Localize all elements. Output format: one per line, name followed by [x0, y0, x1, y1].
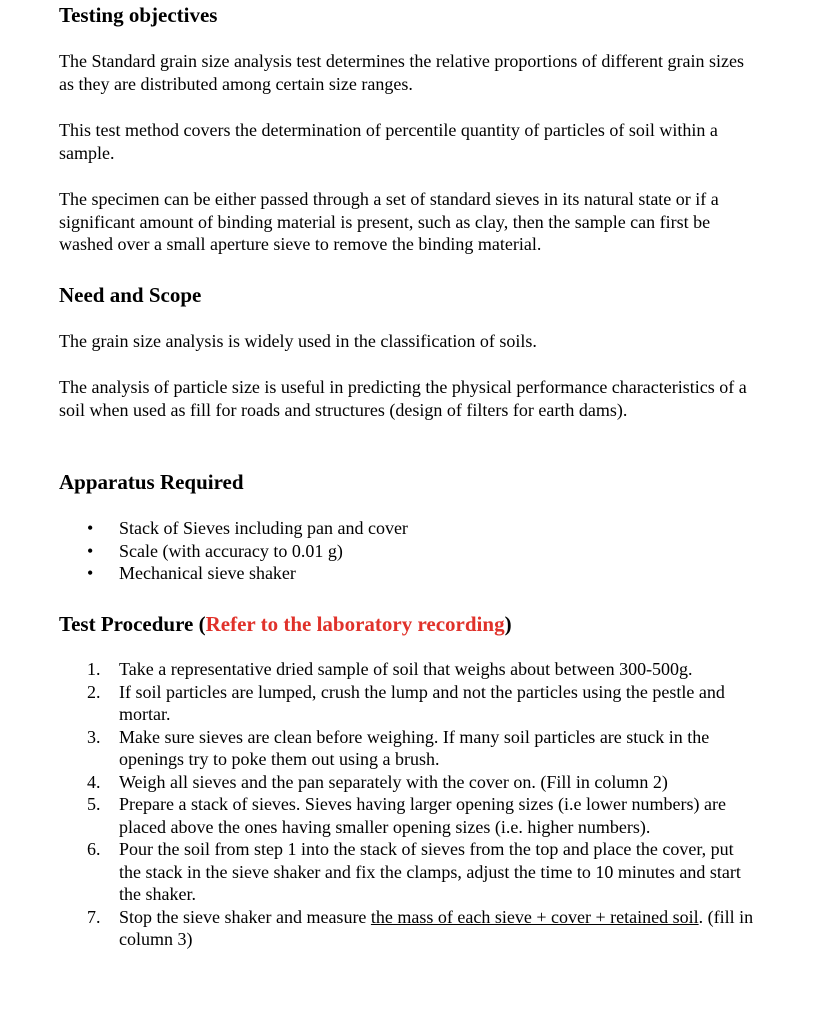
- procedure-steps-list: [86, 658, 756, 951]
- list-item: [86, 771, 756, 794]
- step-text: Weigh all sieves and the pan separately with the cover on. (Fill in column 2): [119, 771, 668, 792]
- step-number: 2.: [87, 681, 101, 702]
- paragraph-objectives-2: This test method covers the determination of percentile quantity of particles of soil within a sample.: [59, 120, 718, 163]
- step-number: 4.: [87, 771, 101, 792]
- heading-test-procedure: [59, 612, 512, 636]
- list-item: [86, 681, 756, 726]
- heading-suffix: ): [504, 612, 512, 636]
- heading-testing-objectives: Testing objectives: [59, 3, 218, 27]
- apparatus-list: [86, 517, 766, 585]
- list-item: [86, 726, 756, 771]
- list-item-text: Scale (with accuracy to 0.01 g): [119, 540, 343, 561]
- heading-prefix: Test Procedure (: [59, 612, 206, 636]
- laboratory-recording-link[interactable]: Refer to the laboratory recording: [205, 612, 505, 636]
- list-item: [86, 562, 766, 585]
- bullet-icon: •: [87, 518, 94, 538]
- step-number: 3.: [87, 726, 101, 747]
- bullet-icon: •: [87, 563, 94, 583]
- step-number: 7.: [87, 906, 101, 927]
- step-text: Pour the soil from step 1 into the stack of sieves from the top and place the cover, put the stack in the sieve shaker and fix the clamps, adjust the time to 10 minutes and start the shaker.: [119, 839, 741, 904]
- step-number: 1.: [87, 659, 101, 679]
- step-text-underlined: the mass of each sieve + cover + retained soil: [370, 906, 699, 927]
- paragraph-scope-2: The analysis of particle size is useful in predicting the physical performance characteristics of a soil when used as fill for roads and structures (design of filters for earth dams).: [59, 377, 747, 420]
- step-text: Make sure sieves are clean before weighing. If many soil particles are stuck in the openings try to poke them out using a brush.: [119, 726, 710, 769]
- step-text: Prepare a stack of sieves. Sieves having larger opening sizes (i.e lower numbers) are placed above the ones having smaller opening sizes (i.e. higher numbers).: [119, 794, 726, 837]
- list-item-text: Mechanical sieve shaker: [119, 563, 296, 583]
- heading-apparatus-required: Apparatus Required: [59, 470, 244, 494]
- heading-need-and-scope: Need and Scope: [59, 283, 202, 307]
- step-text: If soil particles are lumped, crush the lump and not the particles using the pestle and mortar.: [119, 681, 725, 724]
- paragraph-scope-1: The grain size analysis is widely used in the classification of soils.: [59, 331, 537, 351]
- list-item: [86, 906, 756, 951]
- step-number: 5.: [87, 794, 101, 814]
- step-number: 6.: [87, 839, 101, 859]
- paragraph-objectives-1: The Standard grain size analysis test determines the relative proportions of different grain sizes as they are distributed among certain size ranges.: [59, 51, 744, 94]
- step-text-after: . (fill in column 3): [119, 906, 754, 949]
- step-text-before: Stop the sieve shaker and measure: [119, 906, 371, 927]
- bullet-icon: •: [87, 540, 94, 561]
- step-text: Take a representative dried sample of soil that weighs about between 300-500g.: [119, 659, 693, 679]
- paragraph-objectives-3: The specimen can be either passed through a set of standard sieves in its natural state or if a significant amount of binding material is present, such as clay, then the sample can first be washed over a small aperture sieve to remove the binding material.: [59, 189, 719, 254]
- list-item-text: Stack of Sieves including pan and cover: [119, 518, 408, 538]
- list-item: [86, 540, 766, 563]
- list-item: [86, 517, 766, 540]
- list-item: [86, 793, 756, 838]
- list-item: [86, 658, 756, 681]
- list-item: [86, 838, 756, 906]
